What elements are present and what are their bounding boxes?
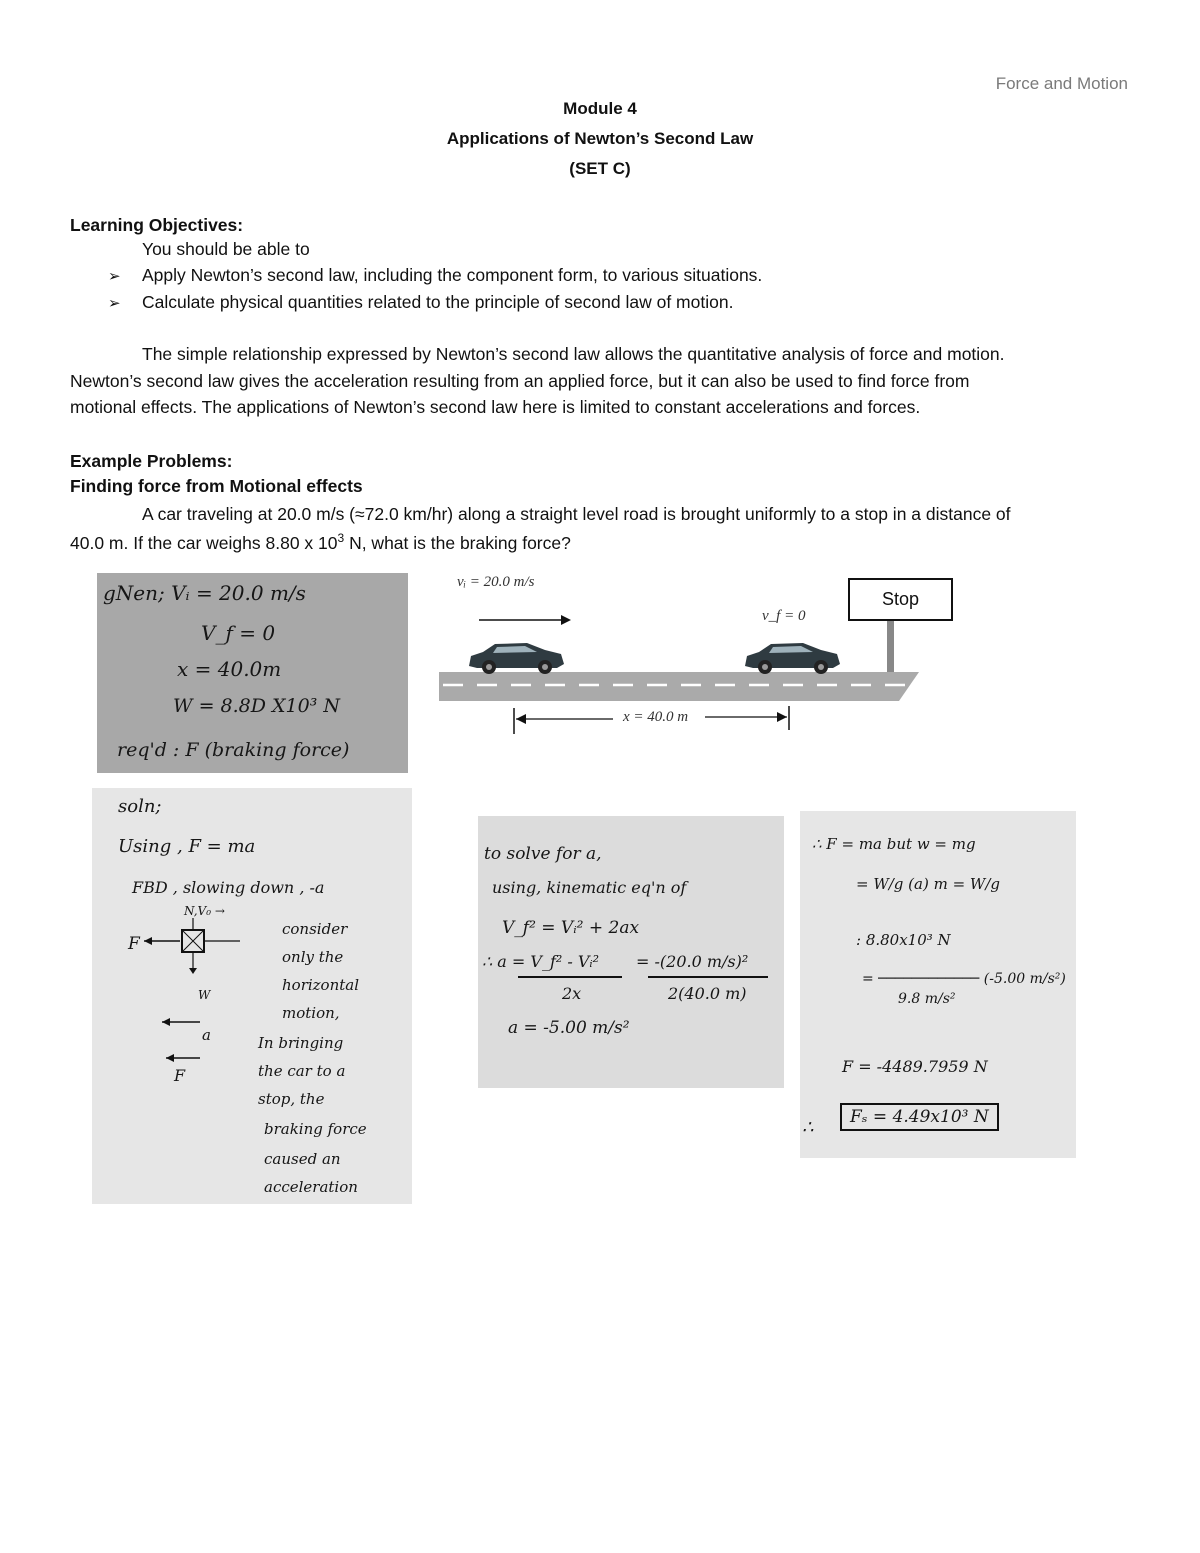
accel-line: using, kinematic eq'n of bbox=[492, 878, 687, 897]
fbd-label: W bbox=[198, 988, 211, 1002]
arrowhead-left-icon bbox=[516, 714, 526, 724]
accel-line: 2x bbox=[562, 984, 582, 1003]
fraction-bar bbox=[518, 976, 622, 978]
intro-paragraph-line: motional effects. The applications of Newton’s second law here is limited to constant accelerations and forces. bbox=[70, 397, 921, 417]
force-arrow-icon bbox=[144, 937, 152, 945]
car-icon bbox=[469, 643, 564, 674]
module-title: Applications of Newton’s Second Law bbox=[446, 129, 754, 148]
given-line: gNen; Vᵢ = 20.0 m/s bbox=[103, 581, 306, 605]
given-line: req'd : F (braking force) bbox=[117, 739, 350, 761]
solution-note: the car to a bbox=[258, 1062, 346, 1080]
objectives-heading: Learning Objectives: bbox=[70, 215, 244, 235]
force-line: ∴ F = ma but w = mg bbox=[812, 835, 976, 853]
arrow-bullet-icon: ➢ bbox=[108, 295, 121, 312]
final-answer-box: Fₛ = 4.49x10³ N bbox=[840, 1103, 999, 1131]
final-velocity-label: v_f = 0 bbox=[762, 608, 806, 624]
given-line: V_f = 0 bbox=[201, 621, 276, 645]
problem-statement-line: A car traveling at 20.0 m/s (≈72.0 km/hr) along a straight level road is brought uniformly to a stop in a distance of bbox=[142, 504, 1011, 524]
weight-arrow-icon bbox=[189, 968, 197, 974]
force-arrow-icon bbox=[166, 1054, 174, 1062]
car-icon bbox=[745, 643, 840, 674]
accel-result: a = -5.00 m/s² bbox=[508, 1018, 630, 1038]
force-handwritten-box bbox=[800, 811, 1076, 1158]
given-line: x = 40.0m bbox=[177, 657, 282, 681]
intro-paragraph-line: The simple relationship expressed by Newton’s second law allows the quantitative analysis of force and motion. bbox=[142, 344, 1005, 364]
force-line: 9.8 m/s² bbox=[898, 991, 956, 1007]
given-handwritten-box bbox=[97, 573, 408, 773]
velocity-arrowhead-icon bbox=[561, 615, 571, 625]
solution-note: motion, bbox=[282, 1004, 340, 1022]
fbd-label: F bbox=[128, 934, 140, 954]
solution-line: soln; bbox=[118, 796, 162, 817]
solution-note: consider bbox=[282, 920, 348, 938]
stop-sign: Stop bbox=[848, 578, 953, 621]
solution-handwritten-box bbox=[92, 788, 412, 1204]
force-line: F = -4489.7959 N bbox=[842, 1057, 988, 1076]
arrow-bullet-icon: ➢ bbox=[108, 268, 121, 285]
solution-note: horizontal bbox=[282, 976, 360, 994]
objective-item: ➢ Apply Newton’s second law, including the component form, to various situations. bbox=[108, 265, 763, 285]
objective-item: ➢ Calculate physical quantities related to the principle of second law of motion. bbox=[108, 292, 734, 312]
fbd-label: F bbox=[174, 1066, 186, 1085]
force-line: : 8.80x10³ N bbox=[856, 931, 951, 949]
acceleration-arrows bbox=[158, 1014, 208, 1074]
car-stopping-diagram bbox=[437, 568, 923, 738]
intro-paragraph-line: Newton’s second law gives the acceleration resulting from an applied force, but it can also be used to find force from bbox=[70, 371, 970, 391]
examples-subheading: Finding force from Motional effects bbox=[70, 476, 363, 496]
given-line: W = 8.8D X10³ N bbox=[173, 695, 341, 717]
accel-line: = -(20.0 m/s)² bbox=[636, 952, 749, 971]
module-set: (SET C) bbox=[569, 159, 631, 178]
solution-line: Using , F = ma bbox=[118, 836, 256, 857]
sign-post bbox=[887, 621, 894, 673]
accel-line: to solve for a, bbox=[484, 844, 602, 864]
force-line: = ──────────── (-5.00 m/s²) bbox=[862, 971, 1066, 987]
fraction-bar bbox=[648, 976, 768, 978]
accel-line: 2(40.0 m) bbox=[668, 984, 747, 1003]
fbd-label: N,V₀ → bbox=[184, 904, 225, 918]
solution-note: only the bbox=[282, 948, 344, 966]
solution-note: braking force bbox=[264, 1120, 367, 1138]
objectives-intro: You should be able to bbox=[142, 239, 310, 259]
problem-statement-line: 40.0 m. If the car weighs 8.80 x $10^3$ N, what is the braking force? bbox=[70, 531, 571, 553]
solution-note: caused an bbox=[264, 1150, 341, 1168]
therefore-symbol: ∴ bbox=[802, 1117, 814, 1138]
acceleration-handwritten-box bbox=[478, 816, 784, 1088]
accel-line: ∴ a = V_f² - Vᵢ² bbox=[482, 952, 600, 971]
arrowhead-right-icon bbox=[777, 712, 787, 722]
road bbox=[439, 672, 919, 701]
solution-note: In bringing bbox=[258, 1034, 344, 1052]
force-line: = W/g (a) m = W/g bbox=[856, 875, 1000, 893]
fbd-label: a bbox=[202, 1026, 211, 1044]
module-number: Module 4 bbox=[563, 99, 637, 118]
solution-line: FBD , slowing down , -a bbox=[132, 878, 325, 897]
accel-line: V_f² = Vᵢ² + 2ax bbox=[502, 918, 640, 938]
examples-heading: Example Problems: bbox=[70, 451, 233, 471]
initial-velocity-label: vᵢ = 20.0 m/s bbox=[457, 574, 535, 590]
acceleration-arrow-icon bbox=[162, 1018, 170, 1026]
running-header: Force and Motion bbox=[995, 74, 1128, 93]
solution-note: acceleration bbox=[264, 1178, 358, 1196]
distance-label: x = 40.0 m bbox=[623, 709, 689, 725]
free-body-diagram bbox=[142, 916, 252, 1016]
solution-note: stop, the bbox=[258, 1090, 325, 1108]
